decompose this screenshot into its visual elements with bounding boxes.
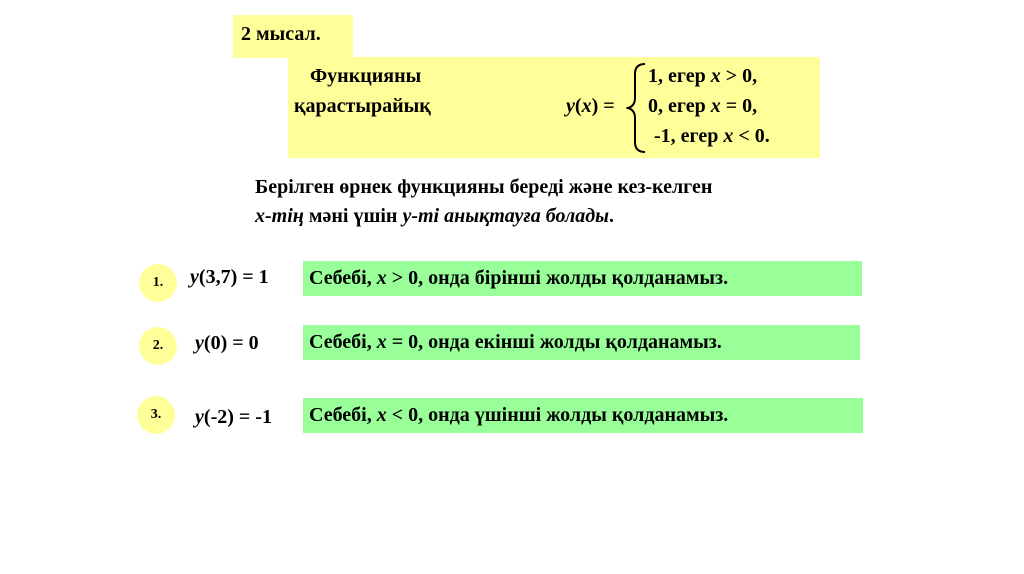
example-number-1: 1. xyxy=(139,264,177,302)
function-definition-box xyxy=(288,57,820,158)
example-title: 2 мысал. xyxy=(233,15,353,58)
function-label-line1: Функцияны xyxy=(310,65,422,87)
example-equation-2: y(0) = 0 xyxy=(195,332,259,354)
example-reason-1: Себебі, x > 0, онда бірінші жолды қолданамыз. xyxy=(303,261,862,296)
case-1: 1, егер x > 0, xyxy=(648,65,758,87)
paragraph-line2: х-тің мәні үшін у-ті анықтауға болады. xyxy=(255,205,615,227)
example-number-2: 2. xyxy=(139,327,177,365)
brace-icon xyxy=(626,61,648,155)
example-number-3: 3. xyxy=(137,396,175,434)
example-reason-2: Себебі, x = 0, онда екінші жолды қолданамыз. xyxy=(303,325,860,360)
example-equation-3: y(-2) = -1 xyxy=(195,406,272,428)
function-label-line2: қарастырайық xyxy=(294,95,431,117)
example-reason-3: Себебі, x < 0, онда үшінші жолды қолданамыз. xyxy=(303,398,863,433)
paragraph-line1: Берілген өрнек функцияны береді және кез-келген xyxy=(255,176,713,198)
case-2: 0, егер x = 0, xyxy=(648,95,758,117)
function-lhs: y(x) = xyxy=(566,95,615,117)
example-equation-1: y(3,7) = 1 xyxy=(190,266,269,288)
case-3: -1, егер x < 0. xyxy=(654,125,770,147)
